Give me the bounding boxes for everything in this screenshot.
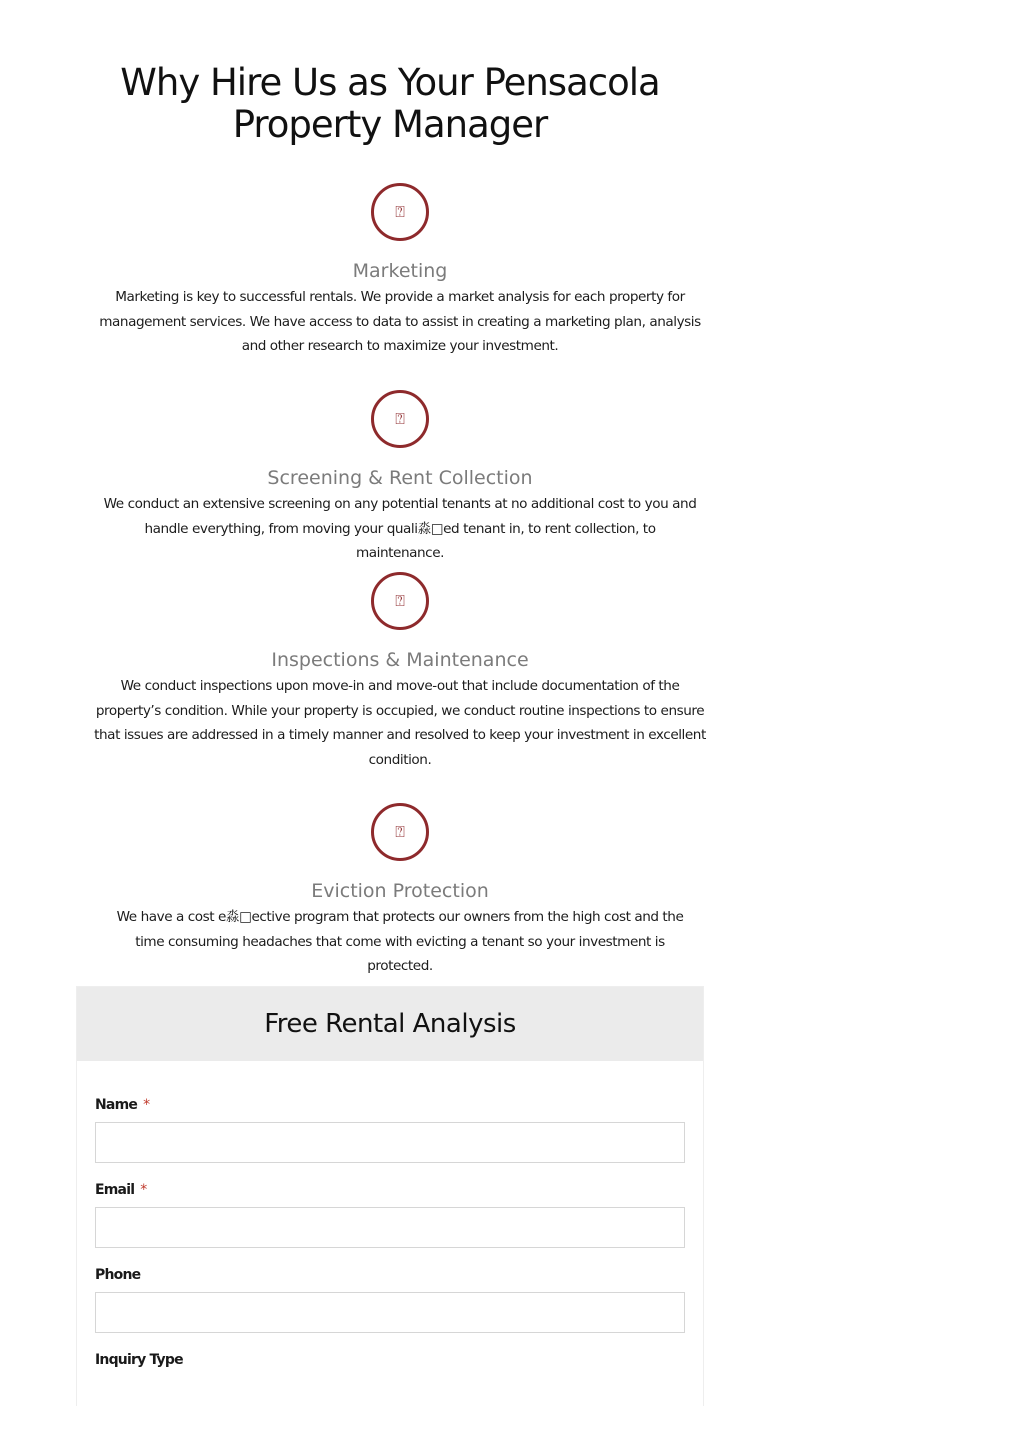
name-field[interactable] [95, 1122, 685, 1163]
icon-glyph: ⍰ [395, 409, 405, 428]
feature-title: Screening & Rent Collection [267, 467, 533, 489]
icon-glyph: ⍰ [395, 822, 405, 841]
feature-title: Inspections & Maintenance [271, 649, 529, 671]
page-title [60, 62, 720, 146]
missing-glyph-icon [371, 183, 429, 241]
inquiry-type-label: Inquiry Type [95, 1352, 183, 1368]
missing-glyph-icon [371, 390, 429, 448]
phone-label: Phone [95, 1267, 141, 1283]
phone-field[interactable] [95, 1292, 685, 1333]
missing-glyph-icon [371, 572, 429, 630]
icon-glyph: ⍰ [395, 591, 405, 610]
page-title-line-2: Property Manager [232, 103, 548, 146]
email-field[interactable] [95, 1207, 685, 1248]
feature-title: Eviction Protection [311, 880, 489, 902]
icon-glyph: ⍰ [395, 202, 405, 221]
missing-glyph-icon [371, 803, 429, 861]
feature-description: We conduct inspections upon move-in and move-out that include documentation of the property’s condition. While your property is occupied, we conduct routine inspections to ensure that issues are addressed in a timely manner and resolved to keep your investment in excellent condition. [94, 678, 706, 768]
feature-description: Marketing is key to successful rentals. We provide a market analysis for each property for management services. We have access to data to assist in creating a marketing plan, analysis and other research to maximize your investment. [99, 289, 701, 355]
form-header [77, 987, 703, 1061]
rental-analysis-form [76, 986, 704, 1406]
page-title-line-1: Why Hire Us as Your Pensacola [120, 61, 660, 104]
required-marker: * [143, 1097, 150, 1113]
feature-description: We conduct an extensive screening on any potential tenants at no additional cost to you and handle everything, from moving your quali淼□ed tenant in, to rent collection, to maintenance. [103, 496, 697, 562]
feature-title: Marketing [352, 260, 448, 282]
required-marker: * [140, 1182, 147, 1198]
feature-marketing [90, 183, 710, 359]
feature-description: We have a cost e淼□ective program that protects our owners from the high cost and the time consuming headaches that come with evicting a tenant so your investment is protected. [116, 909, 684, 975]
feature-eviction-protection [90, 803, 710, 979]
name-label: Name * [95, 1097, 150, 1113]
email-label: Email * [95, 1182, 147, 1198]
feature-screening-rent-collection [90, 390, 710, 566]
form-title: Free Rental Analysis [264, 1009, 516, 1039]
feature-inspections-maintenance [90, 572, 710, 772]
